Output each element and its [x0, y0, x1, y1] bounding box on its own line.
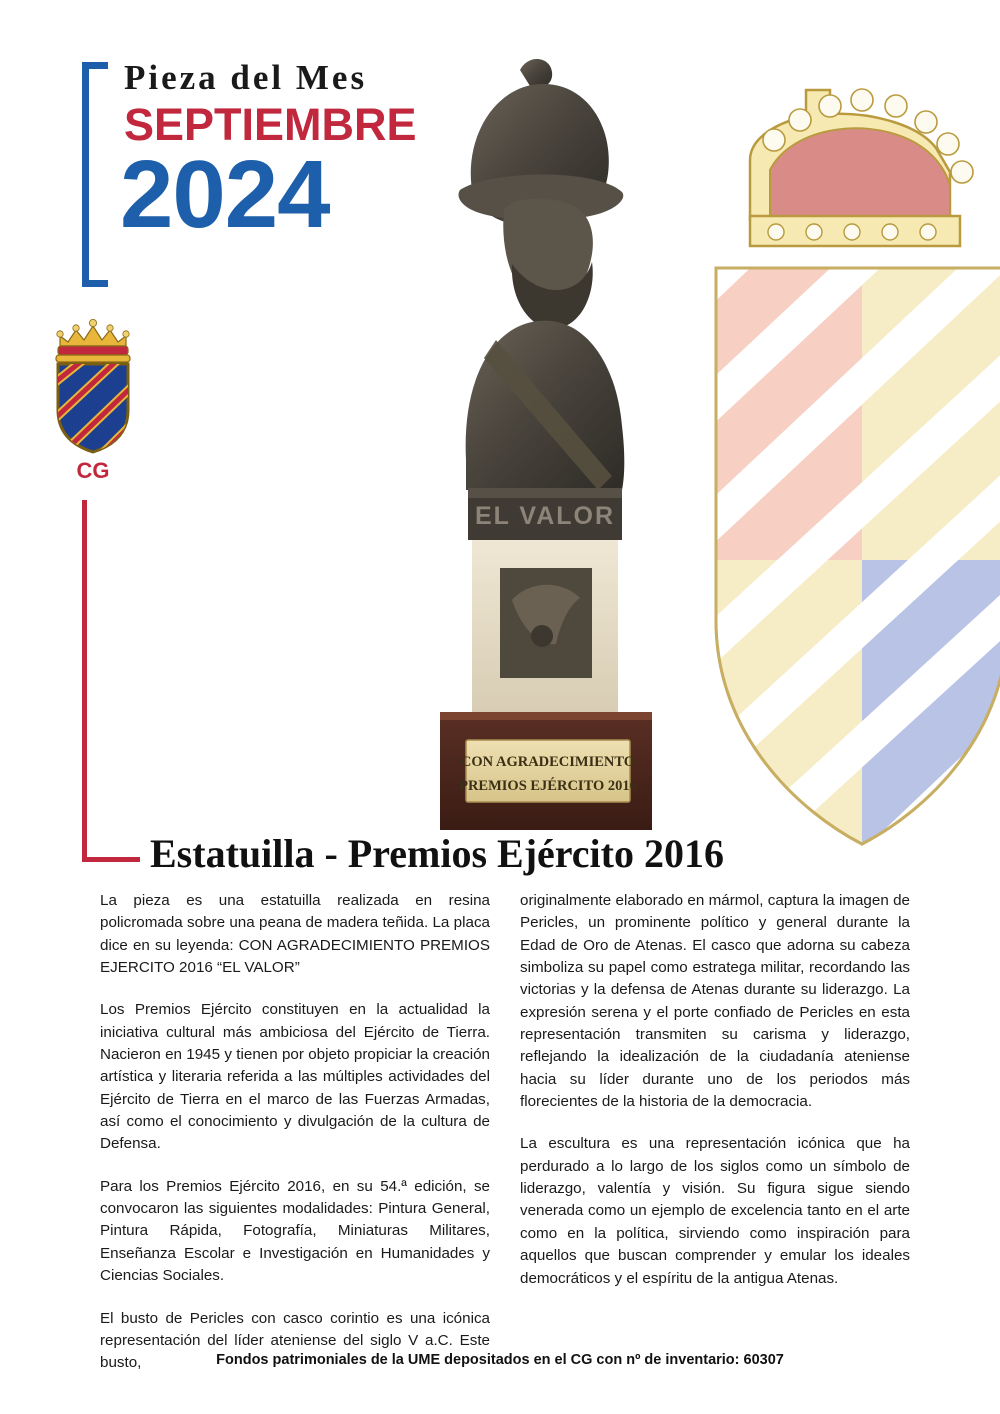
paragraph: Para los Premios Ejército 2016, en su 54.ª edición, se convocaron las siguientes modalidades: Pintura General, Pintura Rápida, Fotografía, Miniaturas Militares, Enseñanza Escolar e Investigación en Humanidades y Ciencias Sociales. [100, 1177, 490, 1285]
coat-of-arms-icon [710, 20, 1000, 880]
red-bracket-decoration [82, 500, 140, 862]
month-label: SEPTIEMBRE [124, 99, 417, 150]
article-body [100, 890, 910, 1395]
left-column [100, 890, 490, 1395]
page-kicker: Pieza del Mes [124, 58, 368, 97]
paragraph: El busto de Pericles con casco corintio es una icónica representación del líder ateniense del siglo V a.C. Este busto, [100, 1309, 490, 1372]
svg-text:EL VALOR: EL VALOR [474, 502, 616, 530]
blue-bracket-decoration [82, 62, 108, 287]
right-column [520, 890, 910, 1395]
cg-label: CG [76, 458, 110, 483]
year-label: 2024 [120, 141, 330, 248]
footer-note: Fondos patrimoniales de la UME depositados en el CG con nº de inventario: 60307 [216, 1352, 784, 1368]
paragraph: originalmente elaborado en mármol, captura la imagen de Pericles, un prominente político y general durante la Edad de Oro de Atenas. El casco que adorna su cabeza simboliza su papel como estratega militar, recordando las victorias y la defensa de Atenas durante su liderazgo. La expresión serena y el porte confiado de Pericles en esta representación transmiten su carisma y liderazgo, reflejando la idealización de la ciudadanía ateniense hacia su líder durante uno de los periodos más florecientes de la historia de la democracia. [520, 892, 910, 1111]
svg-text:PREMIOS EJÉRCITO 2016: PREMIOS EJÉRCITO 2016 [459, 778, 637, 794]
paragraph: Los Premios Ejército constituyen en la actualidad la iniciativa cultural más ambiciosa del Ejército de Tierra. Nacieron en 1945 y tienen por objeto propiciar la creación artística y literaria referida a las múltiples actividades del Ejército de Tierra en el marco de las Fuerzas Armadas, así como el conocimiento y divulgación de la cultura de Defensa. [100, 1001, 490, 1153]
statuette-photo [400, 40, 680, 830]
paragraph: La escultura es una representación icónica que ha perdurado a lo largo de los siglos como un símbolo de liderazgo, valentía y visión. Su figura sigue siendo venerada como un ejemplo de excelencia tanto en el arte como en la política, sirviendo como inspiración para aquellos que buscan comprender y emular los ideales democráticos y el espíritu de la antigua Atenas. [520, 1135, 910, 1287]
svg-text:CON AGRADECIMIENTO: CON AGRADECIMIENTO [460, 754, 636, 770]
crowned-shield-icon [38, 300, 148, 500]
paragraph: La pieza es una estatuilla realizada en resina policromada sobre una peana de madera teñida. La placa dice en su leyenda: CON AGRADECIMIENTO PREMIOS EJERCITO 2016 “EL VALOR” [100, 892, 490, 977]
page-title: Estatuilla - Premios Ejército 2016 [150, 831, 724, 876]
